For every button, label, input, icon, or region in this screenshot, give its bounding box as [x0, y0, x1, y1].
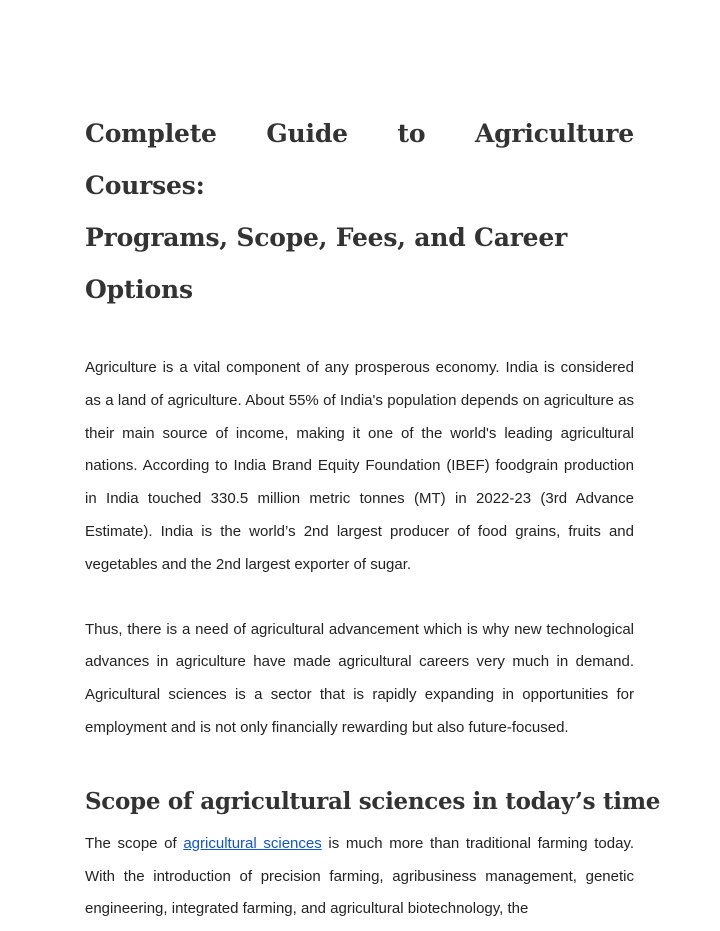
- scope-text-before-link: The scope of: [85, 834, 184, 852]
- agricultural-sciences-link[interactable]: agricultural sciences: [183, 834, 322, 852]
- document-title: [85, 108, 634, 316]
- document-page: [85, 108, 661, 926]
- intro-paragraph: Agriculture is a vital component of any prosperous economy. India is considered as a land of agriculture. About 55% of India's population depends on agriculture as their main source of income, making it one of the world's leading agricultural nations. According to India Brand Equity Foundation (IBEF) foodgrain production in India touched 330.5 million metric tonnes (MT) in 2022-23 (3rd Advance Estimate). India is the world’s 2nd largest producer of food grains, fruits and vegetables and the 2nd largest exporter of sugar.: [85, 359, 634, 573]
- section-heading-scope: Scope of agricultural sciences in today’s time: [85, 787, 661, 815]
- title-line-1: Complete Guide to Agriculture Courses:: [85, 119, 634, 200]
- scope-paragraph: [85, 828, 634, 926]
- title-line-2: Programs, Scope, Fees, and Career Options: [85, 223, 568, 304]
- advancement-paragraph: Thus, there is a need of agricultural advancement which is why new technological advances in agriculture have made agricultural careers very much in demand. Agricultural sciences is a sector that is rapidly expanding in opportunities for employment and is not only financially rewarding but also future-focused.: [85, 620, 634, 736]
- scope-text-after-link: is much more than traditional farming today. With the introduction of precision farming, agribusiness management, genetic engineering, integrated farming, and agricultural biotechnology, the: [85, 834, 634, 918]
